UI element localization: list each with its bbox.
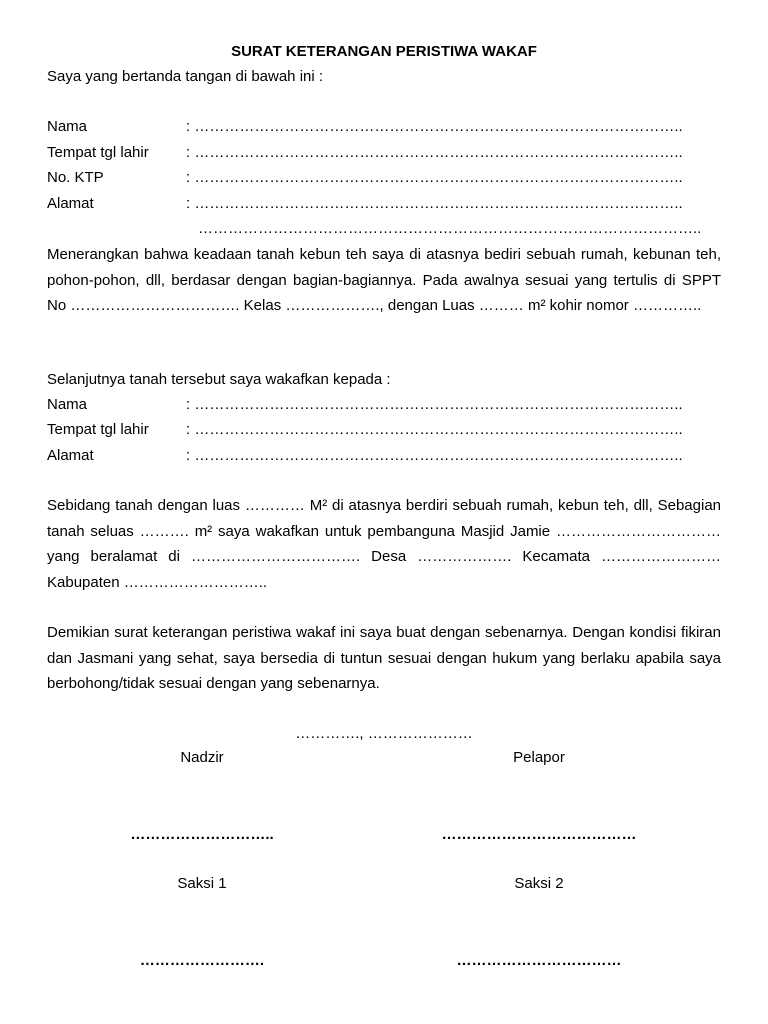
field-blank: : ……………………………………………………………………………………..	[186, 396, 683, 413]
paragraph-land-description: Menerangkan bahwa keadaan tanah kebun teh saya di atasnya bediri sebuah rumah, kebunan teh, pohon-pohon, dll, berdasar dengan bagian-bagiannya. Pada awalnya sesuai yang tertulis di SPPT No ……………………………. Kelas ………………., dengan Luas ……… m² kohir nomor …………..	[47, 246, 721, 314]
saksi1-label: Saksi 1	[177, 875, 227, 892]
document-title: SURAT KETERANGAN PERISTIWA WAKAF	[231, 43, 537, 60]
field-blank: : ……………………………………………………………………………………..	[186, 195, 683, 212]
saksi2-signature-line: ……………………………	[456, 952, 622, 969]
field-blank: : ……………………………………………………………………………………..	[186, 118, 683, 135]
field-label: Tempat tgl lahir	[47, 421, 149, 438]
field-row-alamat	[47, 194, 727, 214]
field-row-nama	[47, 117, 727, 137]
field-blank: : ……………………………………………………………………………………..	[186, 144, 683, 161]
field-label: Alamat	[47, 195, 94, 212]
field-row-alamat-penerima	[47, 446, 727, 466]
address-continuation: ………………………………………………………………………………………..	[198, 220, 702, 237]
field-label: Tempat tgl lahir	[47, 144, 149, 161]
paragraph-declaration: Demikian surat keterangan peristiwa wakaf ini saya buat dengan sebenarnya. Dengan kondisi fikiran dan Jasmani yang sehat, saya bersedia di tuntun sesuai dengan hukum yang berlaku apabila saya berbohong/tidak sesuai dengan yang sebenarnya.	[47, 624, 721, 692]
saksi2-label: Saksi 2	[514, 875, 564, 892]
field-blank: : ……………………………………………………………………………………..	[186, 447, 683, 464]
field-row-nama-penerima	[47, 395, 727, 415]
field-row-tempat-tgl-lahir	[47, 143, 727, 163]
section2-heading: Selanjutnya tanah tersebut saya wakafkan kepada :	[47, 371, 391, 388]
place-date-line: …………., …………………	[295, 725, 473, 742]
nadzir-label: Nadzir	[180, 749, 224, 766]
saksi1-signature-line: …………………….	[139, 952, 265, 969]
paragraph-wakaf-details: Sebidang tanah dengan luas ………… M² di atasnya berdiri sebuah rumah, kebun teh, dll, Sebagian tanah seluas ………. m² saya wakafkan untuk pembanguna Masjid Jamie …………………………… yang beralamat di ……………………………. Desa ………………. Kecamata ……………………Kabupaten ………………………..	[47, 497, 721, 591]
field-label: Nama	[47, 118, 88, 135]
field-row-tempat-tgl-lahir-penerima	[47, 420, 727, 440]
field-row-no-ktp	[47, 168, 727, 188]
field-label: No. KTP	[47, 169, 104, 186]
field-label: Nama	[47, 396, 88, 413]
field-label: Alamat	[47, 447, 94, 464]
pelapor-label: Pelapor	[513, 749, 565, 766]
field-blank: : ……………………………………………………………………………………..	[186, 421, 683, 438]
nadzir-signature-line: ………………………..	[130, 826, 274, 843]
field-blank: : ……………………………………………………………………………………..	[186, 169, 683, 186]
pelapor-signature-line: …………………………………	[441, 826, 637, 843]
intro-line: Saya yang bertanda tangan di bawah ini :	[47, 68, 324, 85]
